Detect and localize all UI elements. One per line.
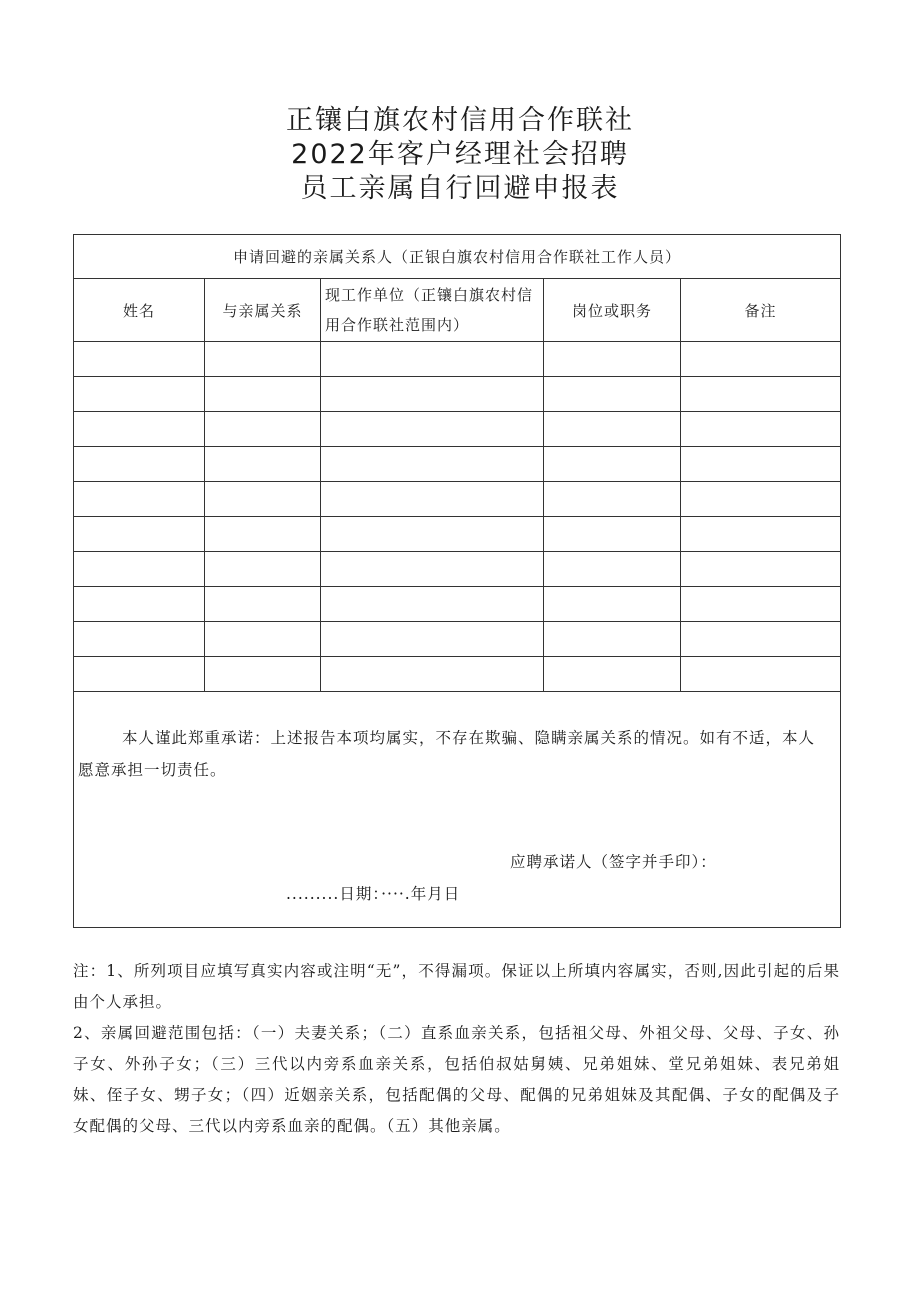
cell-remark[interactable] (681, 377, 841, 412)
section-header: 申请回避的亲属关系人（正银白旗农村信用合作联社工作人员） (74, 235, 841, 279)
cell-unit[interactable] (321, 657, 544, 692)
table-row (74, 622, 841, 657)
cell-remark[interactable] (681, 412, 841, 447)
table-row (74, 482, 841, 517)
cell-relation[interactable] (205, 482, 321, 517)
cell-remark[interactable] (681, 552, 841, 587)
cell-unit[interactable] (321, 377, 544, 412)
cell-name[interactable] (74, 622, 205, 657)
table-row (74, 517, 841, 552)
pledge-section (74, 692, 841, 928)
cell-remark[interactable] (681, 342, 841, 377)
title-line-3: 员工亲属自行回避申报表 (300, 173, 620, 204)
table-row (74, 552, 841, 587)
pledge-text: 本人谨此郑重承诺：上述报告本项均属实，不存在欺骗、隐瞒亲属关系的情况。如有不适，本人愿意承担一切责任。 (78, 729, 816, 779)
notes (73, 956, 840, 1142)
table-body (74, 342, 841, 692)
cell-unit[interactable] (321, 342, 544, 377)
cell-relation[interactable] (205, 552, 321, 587)
cell-unit[interactable] (321, 552, 544, 587)
column-header-remark: 备注 (681, 279, 841, 342)
cell-unit[interactable] (321, 622, 544, 657)
table-row (74, 657, 841, 692)
cell-relation[interactable] (205, 412, 321, 447)
column-header-name: 姓名 (74, 279, 205, 342)
column-header-unit: 现工作单位（正镶白旗农村信用合作联社范围内） (321, 279, 544, 342)
cell-relation[interactable] (205, 377, 321, 412)
date-label: .........日期：····.年月日 (286, 885, 461, 903)
cell-remark[interactable] (681, 622, 841, 657)
cell-remark[interactable] (681, 587, 841, 622)
cell-name[interactable] (74, 447, 205, 482)
cell-name[interactable] (74, 482, 205, 517)
cell-relation[interactable] (205, 587, 321, 622)
cell-relation[interactable] (205, 657, 321, 692)
table-row (74, 412, 841, 447)
cell-position[interactable] (544, 517, 681, 552)
note-2: 2、亲属回避范围包括：（一）夫妻关系；（二）直系血亲关系，包括祖父母、外祖父母、父母、子女、孙子女、外孙子女；（三）三代以内旁系血亲关系，包括伯叔姑舅姨、兄弟姐妹、堂兄弟姐妹、表兄弟姐妹、侄子女、甥子女；（四）近姻亲关系，包括配偶的父母、配偶的兄弟姐妹及其配偶、子女的配偶及子女配偶的父母、三代以内旁系血亲的配偶。（五）其他亲属。 (73, 1024, 840, 1135)
cell-relation[interactable] (205, 447, 321, 482)
cell-remark[interactable] (681, 657, 841, 692)
table-row (74, 587, 841, 622)
cell-relation[interactable] (205, 517, 321, 552)
signer-label: 应聘承诺人（签字并手印）： (510, 853, 717, 871)
cell-name[interactable] (74, 412, 205, 447)
cell-position[interactable] (544, 482, 681, 517)
cell-unit[interactable] (321, 447, 544, 482)
cell-unit[interactable] (321, 517, 544, 552)
column-header-relation: 与亲属关系 (205, 279, 321, 342)
cell-position[interactable] (544, 657, 681, 692)
cell-name[interactable] (74, 517, 205, 552)
table-row (74, 342, 841, 377)
cell-position[interactable] (544, 622, 681, 657)
cell-position[interactable] (544, 447, 681, 482)
cell-position[interactable] (544, 377, 681, 412)
cell-relation[interactable] (205, 342, 321, 377)
table-row (74, 377, 841, 412)
cell-position[interactable] (544, 342, 681, 377)
cell-remark[interactable] (681, 482, 841, 517)
cell-name[interactable] (74, 377, 205, 412)
cell-unit[interactable] (321, 587, 544, 622)
cell-name[interactable] (74, 342, 205, 377)
table-row (74, 447, 841, 482)
cell-position[interactable] (544, 412, 681, 447)
document-title (0, 104, 920, 206)
cell-remark[interactable] (681, 517, 841, 552)
cell-unit[interactable] (321, 482, 544, 517)
cell-unit[interactable] (321, 412, 544, 447)
cell-name[interactable] (74, 552, 205, 587)
title-line-2: 2022年客户经理社会招聘 (291, 139, 629, 170)
cell-position[interactable] (544, 587, 681, 622)
title-line-1: 正镶白旗农村信用合作联社 (286, 105, 634, 136)
cell-remark[interactable] (681, 447, 841, 482)
column-header-position: 岗位或职务 (544, 279, 681, 342)
declaration-table (73, 234, 841, 928)
cell-position[interactable] (544, 552, 681, 587)
cell-name[interactable] (74, 657, 205, 692)
cell-name[interactable] (74, 587, 205, 622)
cell-relation[interactable] (205, 622, 321, 657)
note-1: 注：1、所列项目应填写真实内容或注明“无”，不得漏项。保证以上所填内容属实，否则,因此引起的后果由个人承担。 (73, 962, 840, 1011)
